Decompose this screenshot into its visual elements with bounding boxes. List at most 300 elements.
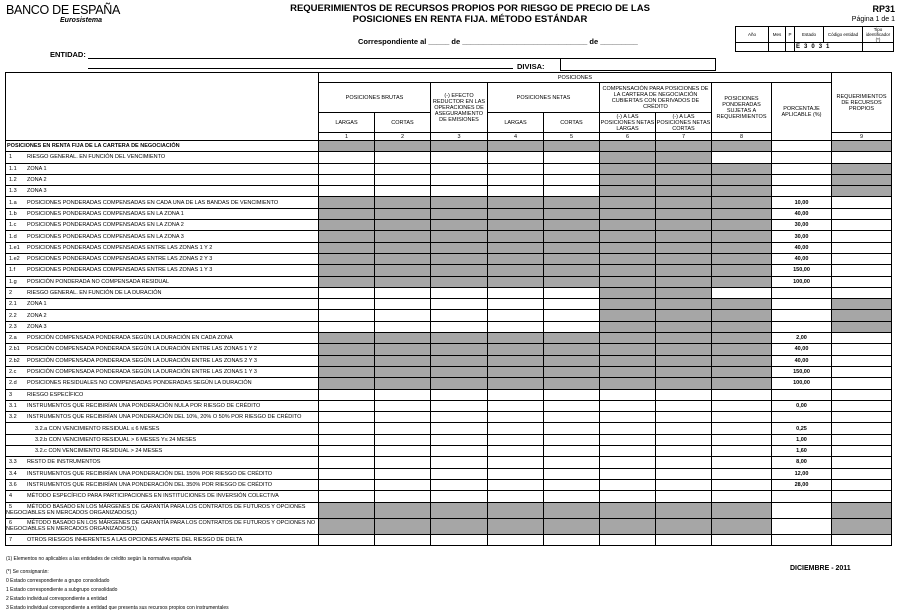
disabled-cell xyxy=(600,378,656,389)
input-cell[interactable] xyxy=(544,287,600,298)
input-cell[interactable] xyxy=(544,479,600,490)
disabled-cell xyxy=(544,231,600,242)
input-cell[interactable] xyxy=(431,479,488,490)
input-cell[interactable] xyxy=(600,491,656,502)
percentage-cell: 40,00 xyxy=(772,242,832,253)
disabled-cell xyxy=(600,253,656,264)
input-cell[interactable] xyxy=(375,186,431,197)
disabled-cell xyxy=(712,333,772,344)
disabled-cell xyxy=(319,333,375,344)
input-cell[interactable] xyxy=(832,333,892,344)
input-cell[interactable] xyxy=(656,423,712,434)
input-cell[interactable] xyxy=(656,389,712,400)
input-cell[interactable] xyxy=(832,231,892,242)
disabled-cell xyxy=(319,208,375,219)
input-cell[interactable] xyxy=(656,400,712,411)
disabled-cell xyxy=(375,366,431,377)
input-cell[interactable] xyxy=(600,389,656,400)
input-cell[interactable] xyxy=(832,468,892,479)
input-cell[interactable] xyxy=(375,468,431,479)
row-number: 3.6 xyxy=(9,482,17,489)
disabled-cell xyxy=(656,344,712,355)
input-cell[interactable] xyxy=(832,457,892,468)
table-row xyxy=(6,389,892,400)
input-cell[interactable] xyxy=(431,299,488,310)
id-cell-p[interactable] xyxy=(786,43,795,52)
input-cell[interactable] xyxy=(832,208,892,219)
input-cell[interactable] xyxy=(319,299,375,310)
input-cell[interactable] xyxy=(488,186,544,197)
input-cell[interactable] xyxy=(431,186,488,197)
col-number-6: 6 xyxy=(600,133,656,141)
row-label xyxy=(6,423,319,434)
disabled-cell xyxy=(319,242,375,253)
disabled-cell xyxy=(319,378,375,389)
input-cell[interactable] xyxy=(712,389,772,400)
disabled-cell xyxy=(319,231,375,242)
input-cell[interactable] xyxy=(712,479,772,490)
input-cell[interactable] xyxy=(431,174,488,185)
input-cell[interactable] xyxy=(319,186,375,197)
input-cell[interactable] xyxy=(375,534,431,545)
input-cell[interactable] xyxy=(375,152,431,163)
row-number: 1.e2 xyxy=(9,256,20,263)
disabled-cell xyxy=(375,276,431,287)
input-cell[interactable] xyxy=(832,491,892,502)
disabled-cell xyxy=(488,265,544,276)
row-label xyxy=(6,231,319,242)
row-text: POSICIONES PONDERADAS COMPENSADAS ENTRE LAS ZONAS 1 Y 3 xyxy=(27,267,213,274)
input-cell[interactable] xyxy=(488,299,544,310)
row-number: 3.2 xyxy=(9,414,17,421)
row-label xyxy=(6,366,319,377)
row-number: 5 xyxy=(9,504,13,510)
input-cell[interactable] xyxy=(712,287,772,298)
input-cell[interactable] xyxy=(832,152,892,163)
row-text: POSICIÓN PONDERADA NO COMPENSADA RESIDUAL xyxy=(27,278,170,285)
input-cell[interactable] xyxy=(832,287,892,298)
input-cell[interactable] xyxy=(319,479,375,490)
input-cell[interactable] xyxy=(656,434,712,445)
input-cell[interactable] xyxy=(600,457,656,468)
input-cell[interactable] xyxy=(656,468,712,479)
input-cell[interactable] xyxy=(544,491,600,502)
input-cell[interactable] xyxy=(656,446,712,457)
input-cell[interactable] xyxy=(832,479,892,490)
row-text: RIESGO GENERAL. EN FUNCIÓN DEL VENCIMIENTO xyxy=(27,154,166,161)
disabled-cell xyxy=(712,299,772,310)
row-text: POSICIONES EN RENTA FIJA DE LA CARTERA DE NEGOCIACIÓN xyxy=(7,143,180,150)
col-number-8: 8 xyxy=(712,133,772,141)
disabled-cell xyxy=(712,163,772,174)
disabled-cell xyxy=(656,287,712,298)
disabled-cell xyxy=(600,333,656,344)
row-label xyxy=(6,355,319,366)
input-cell[interactable] xyxy=(832,534,892,545)
footnote: 1 Estado correspondiente a subgrupo consolidado xyxy=(6,587,118,593)
input-cell[interactable] xyxy=(488,446,544,457)
input-cell[interactable] xyxy=(375,389,431,400)
input-cell[interactable] xyxy=(832,253,892,264)
input-cell[interactable] xyxy=(600,423,656,434)
input-cell[interactable] xyxy=(600,434,656,445)
input-cell[interactable] xyxy=(431,400,488,411)
input-cell[interactable] xyxy=(712,400,772,411)
table-row xyxy=(6,366,892,377)
row-text: OTROS RIESGOS INHERENTES A LAS OPCIONES APARTE DEL RIESGO DE DELTA xyxy=(27,536,243,543)
input-cell[interactable] xyxy=(319,434,375,445)
id-cell-mes[interactable] xyxy=(769,43,786,52)
input-cell[interactable] xyxy=(488,423,544,434)
row-text: 3.2.c CON VENCIMIENTO RESIDUAL > 24 MESES xyxy=(35,448,163,455)
input-cell[interactable] xyxy=(544,186,600,197)
input-cell[interactable] xyxy=(544,446,600,457)
row-label xyxy=(6,141,319,152)
input-cell[interactable] xyxy=(319,400,375,411)
input-cell[interactable] xyxy=(431,434,488,445)
disabled-cell xyxy=(375,355,431,366)
input-cell[interactable] xyxy=(600,534,656,545)
percentage-cell: 40,00 xyxy=(772,344,832,355)
input-cell[interactable] xyxy=(488,174,544,185)
percentage-cell xyxy=(772,287,832,298)
input-cell[interactable] xyxy=(712,434,772,445)
disabled-cell xyxy=(600,310,656,321)
disabled-cell xyxy=(544,141,600,152)
disabled-cell xyxy=(431,355,488,366)
table-row xyxy=(6,502,892,518)
disabled-cell xyxy=(319,366,375,377)
disabled-cell xyxy=(656,242,712,253)
percentage-cell: 8,00 xyxy=(772,457,832,468)
input-cell[interactable] xyxy=(832,355,892,366)
input-cell[interactable] xyxy=(375,457,431,468)
input-cell[interactable] xyxy=(832,446,892,457)
input-cell[interactable] xyxy=(600,412,656,423)
disabled-cell xyxy=(600,231,656,242)
table-row xyxy=(6,231,892,242)
table-row xyxy=(6,276,892,287)
input-cell[interactable] xyxy=(375,321,431,332)
header-comp-cortas: (-) A LAS POSICIONES NETAS CORTAS xyxy=(656,113,711,132)
input-cell[interactable] xyxy=(832,242,892,253)
table-row xyxy=(6,518,892,534)
input-cell[interactable] xyxy=(832,344,892,355)
input-cell[interactable] xyxy=(832,366,892,377)
percentage-cell: 100,00 xyxy=(772,378,832,389)
disabled-cell xyxy=(375,197,431,208)
input-cell[interactable] xyxy=(544,299,600,310)
input-cell[interactable] xyxy=(319,491,375,502)
disabled-cell xyxy=(600,242,656,253)
row-text: POSICIONES PONDERADAS COMPENSADAS EN LA ZONA 1 xyxy=(27,210,184,217)
disabled-cell xyxy=(712,366,772,377)
disabled-cell xyxy=(375,208,431,219)
input-cell[interactable] xyxy=(544,310,600,321)
input-cell[interactable] xyxy=(319,287,375,298)
input-cell[interactable] xyxy=(375,299,431,310)
input-cell[interactable] xyxy=(319,321,375,332)
input-cell[interactable] xyxy=(319,389,375,400)
input-cell[interactable] xyxy=(488,389,544,400)
input-cell[interactable] xyxy=(600,446,656,457)
input-cell[interactable] xyxy=(319,174,375,185)
disabled-cell xyxy=(488,208,544,219)
disabled-cell xyxy=(488,197,544,208)
input-cell[interactable] xyxy=(488,491,544,502)
input-cell[interactable] xyxy=(431,457,488,468)
input-cell[interactable] xyxy=(832,400,892,411)
row-number: 6 xyxy=(9,520,13,526)
input-cell[interactable] xyxy=(488,310,544,321)
input-cell[interactable] xyxy=(832,389,892,400)
input-cell[interactable] xyxy=(832,197,892,208)
input-cell[interactable] xyxy=(375,446,431,457)
input-cell[interactable] xyxy=(544,412,600,423)
input-cell[interactable] xyxy=(712,412,772,423)
header-brutas: POSICIONES BRUTAS xyxy=(319,83,431,113)
input-cell[interactable] xyxy=(375,423,431,434)
input-cell[interactable] xyxy=(656,479,712,490)
input-cell[interactable] xyxy=(488,412,544,423)
row-text: POSICIONES PONDERADAS COMPENSADAS EN LA ZONA 2 xyxy=(27,222,184,229)
percentage-cell: 30,00 xyxy=(772,220,832,231)
header-ponderadas: POSICIONES PONDERADAS SUJETAS A REQUERIMIENTOS xyxy=(712,83,772,133)
row-label xyxy=(6,479,319,490)
disabled-cell xyxy=(544,378,600,389)
disabled-cell xyxy=(600,186,656,197)
row-label xyxy=(6,197,319,208)
input-cell[interactable] xyxy=(712,534,772,545)
input-cell[interactable] xyxy=(544,321,600,332)
row-number: 3 xyxy=(9,391,13,398)
header-porcentaje: PORCENTAJE APLICABLE (%) xyxy=(772,83,832,141)
disabled-cell xyxy=(712,321,772,332)
disabled-cell xyxy=(712,220,772,231)
header-netas-largas: LARGAS xyxy=(488,113,544,133)
disabled-cell xyxy=(488,276,544,287)
col-number-9: 9 xyxy=(832,133,892,141)
input-cell[interactable] xyxy=(375,479,431,490)
disabled-cell xyxy=(712,276,772,287)
input-cell[interactable] xyxy=(832,220,892,231)
input-cell[interactable] xyxy=(431,287,488,298)
input-cell[interactable] xyxy=(319,152,375,163)
disabled-cell xyxy=(712,518,772,534)
row-number: 2.3 xyxy=(9,323,17,330)
input-cell[interactable] xyxy=(832,423,892,434)
input-cell[interactable] xyxy=(375,163,431,174)
input-cell[interactable] xyxy=(431,389,488,400)
disabled-cell xyxy=(544,355,600,366)
input-cell[interactable] xyxy=(544,434,600,445)
input-cell[interactable] xyxy=(375,434,431,445)
disabled-cell xyxy=(656,366,712,377)
row-number: 2.1 xyxy=(9,301,17,308)
disabled-cell xyxy=(488,502,544,518)
input-cell[interactable] xyxy=(319,468,375,479)
input-cell[interactable] xyxy=(431,163,488,174)
input-cell[interactable] xyxy=(712,457,772,468)
input-cell[interactable] xyxy=(431,534,488,545)
input-cell[interactable] xyxy=(544,389,600,400)
input-cell[interactable] xyxy=(431,310,488,321)
disabled-cell xyxy=(600,220,656,231)
input-cell[interactable] xyxy=(544,174,600,185)
input-cell[interactable] xyxy=(832,434,892,445)
input-cell[interactable] xyxy=(319,534,375,545)
id-cell-ano[interactable] xyxy=(736,43,769,52)
footnote: 2 Estado individual correspondiente a entidad xyxy=(6,596,108,602)
input-cell[interactable] xyxy=(319,163,375,174)
input-cell[interactable] xyxy=(319,446,375,457)
input-cell[interactable] xyxy=(488,457,544,468)
input-cell[interactable] xyxy=(712,423,772,434)
input-cell[interactable] xyxy=(488,534,544,545)
disabled-cell xyxy=(319,141,375,152)
input-cell[interactable] xyxy=(431,423,488,434)
disabled-cell xyxy=(600,174,656,185)
input-cell[interactable] xyxy=(544,400,600,411)
disabled-cell xyxy=(712,310,772,321)
disabled-cell xyxy=(600,197,656,208)
input-cell[interactable] xyxy=(600,400,656,411)
input-cell[interactable] xyxy=(431,446,488,457)
input-cell[interactable] xyxy=(319,457,375,468)
row-label xyxy=(6,321,319,332)
input-cell[interactable] xyxy=(544,534,600,545)
percentage-cell xyxy=(772,163,832,174)
row-text: INSTRUMENTOS QUE RECIBIRÍAN UNA PONDERACIÓN NULA POR RIESGO DE CRÉDITO xyxy=(27,402,261,409)
percentage-cell: 1,60 xyxy=(772,446,832,457)
input-cell[interactable] xyxy=(544,152,600,163)
id-header-estado: Estado xyxy=(795,27,824,43)
input-cell[interactable] xyxy=(832,412,892,423)
input-cell[interactable] xyxy=(600,468,656,479)
input-cell[interactable] xyxy=(488,152,544,163)
percentage-cell: 40,00 xyxy=(772,208,832,219)
input-cell[interactable] xyxy=(656,491,712,502)
input-cell[interactable] xyxy=(431,152,488,163)
input-cell[interactable] xyxy=(488,434,544,445)
input-cell[interactable] xyxy=(431,321,488,332)
row-text: POSICIÓN COMPENSADA PONDERADA SEGÚN LA DURACIÓN EN CADA ZONA xyxy=(27,335,233,342)
disabled-cell xyxy=(488,220,544,231)
input-cell[interactable] xyxy=(375,491,431,502)
header-netas-cortas: CORTAS xyxy=(544,113,600,133)
form-title xyxy=(250,3,690,25)
input-cell[interactable] xyxy=(712,468,772,479)
disabled-cell xyxy=(544,276,600,287)
disabled-cell xyxy=(656,355,712,366)
input-cell[interactable] xyxy=(712,491,772,502)
input-cell[interactable] xyxy=(832,265,892,276)
input-cell[interactable] xyxy=(712,152,772,163)
input-cell[interactable] xyxy=(319,310,375,321)
disabled-cell xyxy=(319,344,375,355)
table-row xyxy=(6,242,892,253)
input-cell[interactable] xyxy=(319,412,375,423)
disabled-cell xyxy=(600,208,656,219)
disabled-cell xyxy=(375,518,431,534)
input-cell[interactable] xyxy=(488,468,544,479)
input-cell[interactable] xyxy=(431,412,488,423)
identification-table xyxy=(735,26,894,52)
row-number: 7 xyxy=(9,536,13,543)
input-cell[interactable] xyxy=(656,412,712,423)
disabled-cell xyxy=(431,253,488,264)
disabled-cell xyxy=(600,163,656,174)
row-text: MÉTODO BASADO EN LOS MÁRGENES DE GARANTÍA PARA LOS CONTRATOS DE FUTUROS Y OPCIONES NEGOCIABLES EN MERCADOS ORGANIZADOS(1) xyxy=(6,504,306,516)
disabled-cell xyxy=(319,197,375,208)
input-cell[interactable] xyxy=(319,423,375,434)
id-cell-estado-code: E3031 xyxy=(795,43,863,52)
row-number: 1.g xyxy=(9,278,17,285)
row-number: 2.b2 xyxy=(9,357,20,364)
row-text: ZONA 1 xyxy=(27,301,47,308)
id-cell-tipo[interactable] xyxy=(863,43,894,52)
disabled-cell xyxy=(832,321,892,332)
input-cell[interactable] xyxy=(656,457,712,468)
input-cell[interactable] xyxy=(431,468,488,479)
input-cell[interactable] xyxy=(375,310,431,321)
divisa-field[interactable] xyxy=(560,58,716,71)
input-cell[interactable] xyxy=(431,491,488,502)
disabled-cell xyxy=(712,141,772,152)
input-cell[interactable] xyxy=(832,276,892,287)
row-label xyxy=(6,468,319,479)
input-cell[interactable] xyxy=(544,457,600,468)
disabled-cell xyxy=(431,231,488,242)
input-cell[interactable] xyxy=(375,400,431,411)
input-cell[interactable] xyxy=(544,163,600,174)
disabled-cell xyxy=(488,366,544,377)
input-cell[interactable] xyxy=(375,287,431,298)
disabled-cell xyxy=(319,502,375,518)
input-cell[interactable] xyxy=(712,446,772,457)
entidad-line-2[interactable] xyxy=(88,68,513,69)
table-row xyxy=(6,321,892,332)
header-compensacion: COMPENSACIÓN PARA POSICIONES DE LA CARTERA DE NEGOCIACIÓN CUBIERTAS CON DERIVADOS DE CRÉDITO xyxy=(600,83,712,113)
input-cell[interactable] xyxy=(375,412,431,423)
input-cell[interactable] xyxy=(832,378,892,389)
row-text: RIESGO GENERAL. EN FUNCIÓN DE LA DURACIÓN xyxy=(27,290,162,296)
input-cell[interactable] xyxy=(544,423,600,434)
row-label xyxy=(6,310,319,321)
data-grid xyxy=(5,72,892,546)
row-label xyxy=(6,265,319,276)
input-cell[interactable] xyxy=(488,321,544,332)
input-cell[interactable] xyxy=(375,174,431,185)
input-cell[interactable] xyxy=(488,479,544,490)
disabled-cell xyxy=(832,299,892,310)
percentage-cell xyxy=(772,534,832,545)
table-row xyxy=(6,265,892,276)
input-cell[interactable] xyxy=(544,468,600,479)
input-cell[interactable] xyxy=(656,534,712,545)
row-text: POSICIONES PONDERADAS COMPENSADAS EN CADA UNA DE LAS BANDAS DE VENCIMIENTO xyxy=(27,199,279,206)
input-cell[interactable] xyxy=(488,163,544,174)
disabled-cell xyxy=(431,208,488,219)
row-text: ZONA 2 xyxy=(27,312,47,319)
col-number-4: 4 xyxy=(488,133,544,141)
disabled-cell xyxy=(600,287,656,298)
input-cell[interactable] xyxy=(488,287,544,298)
input-cell[interactable] xyxy=(600,479,656,490)
disabled-cell xyxy=(544,242,600,253)
input-cell[interactable] xyxy=(488,400,544,411)
table-row xyxy=(6,141,892,152)
